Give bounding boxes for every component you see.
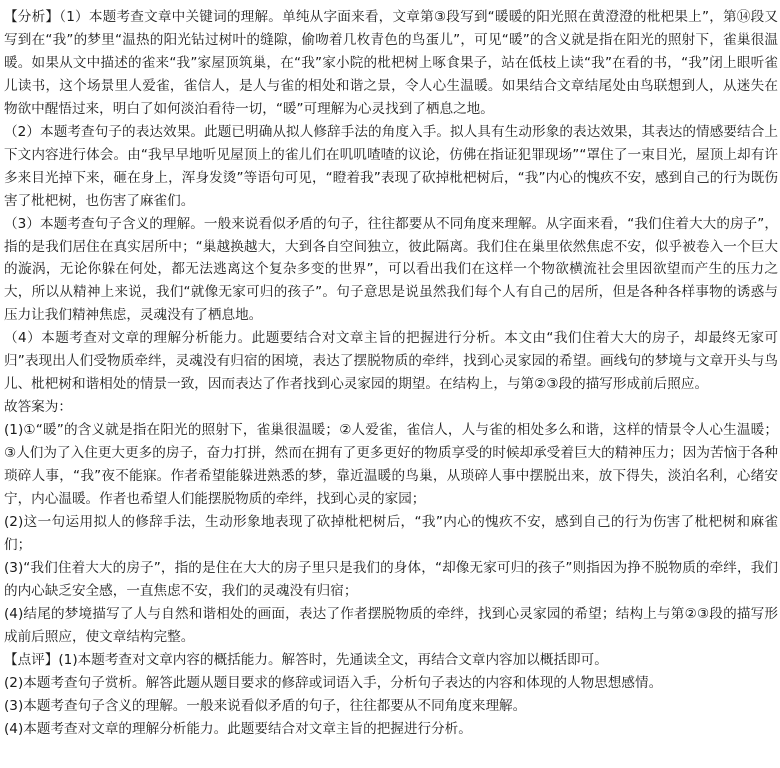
paragraph-text: 【点评】(1)本题考查对文章内容的概括能力。解答时，先通读全文，再结合文章内容加以概括即可。 <box>4 651 608 668</box>
answer-4 <box>4 603 778 649</box>
paragraph-text: (1)①“暖”的含义就是指在阳光的照射下，雀巢很温暖；②人爱雀，雀信人，人与雀的相处多么和谐，这样的情景令人心生温暖；③人们为了入住更大更多的房子，奋力打拼，然而在拥有了更多更好的物质享受的时候却承受着巨大的精神压力；因为苦恼于各种琐碎人事，“我”夜不能寐。作者希望能躲进熟悉的梦，靠近温暖的鸟巢，从琐碎人事中摆脱出来，放下得失，淡泊名利，心绪安宁，内心温暖。作者也希望人们能摆脱物质的牵绊，找到心灵的家园； <box>4 422 778 508</box>
analysis-paragraph-2 <box>4 121 778 213</box>
paragraph-text: 【分析】（1）本题考查文章中关键词的理解。单纯从字面来看，文章第③段写到“暖暖的阳光照在黄澄澄的枇杷果上”，第⑭段又写到在“我”的梦里“温热的阳光钻过树叶的缝隙，偷吻着几枚青色的鸟蛋儿”，可见“暖”的含义就是指在阳光的照射下，雀巢很温暖。如果从文中描述的雀来“我”家屋顶筑巢，在“我”家小院的枇杷树上啄食果子，站在低枝上读“我”在看的书，“我”闭上眼听雀儿读书，这个场景里人爱雀，雀信人，是人与雀的相处和谐之景，令人心生温暖。如果结合文章结尾处由鸟联想到人，从迷失在物欲中醒悟过来，明白了如何淡泊看待一切，“暖”可理解为心灵找到了栖息之地。 <box>4 9 778 117</box>
answer-2 <box>4 511 778 557</box>
comment-4 <box>4 718 778 741</box>
paragraph-text: (3)本题考查句子含义的理解。一般来说看似矛盾的句子，往往都要从不同角度来理解。 <box>4 697 527 714</box>
paragraph-text: (2)本题考查句子赏析。解答此题从题目要求的修辞或词语入手，分析句子表达的内容和体现的人物思想感情。 <box>4 674 663 691</box>
comment-1 <box>4 649 778 672</box>
analysis-paragraph-4 <box>4 327 778 396</box>
answer-3 <box>4 557 778 603</box>
comment-2 <box>4 672 778 695</box>
answer-heading <box>4 396 778 419</box>
paragraph-text: （2）本题考查句子的表达效果。此题已明确从拟人修辞手法的角度入手。拟人具有生动形象的表达效果，其表达的情感要结合上下文内容进行体会。由“我早早地听见屋顶上的雀儿们在叽叽喳喳的议论，仿佛在指证犯罪现场”“罩住了一束目光，屋顶上却有许多来目光掉下来，砸在身上，浑身发烫”等语句可见，“瞪着我”表现了砍掉枇杷树后，“我”内心的愧疚不安，感到自己的行为既伤害了枇杷树，也伤害了麻雀们。 <box>4 123 778 209</box>
analysis-paragraph-1 <box>4 6 778 121</box>
paragraph-text: (2)这一句运用拟人的修辞手法，生动形象地表现了砍掉枇杷树后，“我”内心的愧疚不安，感到自己的行为伤害了枇杷树和麻雀们； <box>4 513 778 553</box>
paragraph-text: （3）本题考查句子含义的理解。一般来说看似矛盾的句子，往往都要从不同角度来理解。从字面来看，“我们住着大大的房子”，指的是我们居住在真实居所中；“巢越换越大，大到各自空间独立，彼此隔离。我们住在巢里依然焦虑不安，似乎被卷入一个巨大的漩涡，无论你躲在何处，都无法逃离这个复杂多变的世界”，可以看出我们在这样一个物欲横流社会里因欲望而产生的压力之大，所以从精神上来说，我们“就像无家可归的孩子”。句子意思是说虽然我们每个人有自己的居所，但是各种各样事物的诱惑与压力让我们精神焦虑，灵魂没有了栖息地。 <box>4 215 778 324</box>
paragraph-text: (4)本题考查对文章的理解分析能力。此题要结合对文章主旨的把握进行分析。 <box>4 720 472 737</box>
analysis-paragraph-3 <box>4 213 778 328</box>
paragraph-text: (4)结尾的梦境描写了人与自然和谐相处的画面，表达了作者摆脱物质的牵绊，找到心灵家园的希望；结构上与第②③段的描写形成前后照应，使文章结构完整。 <box>4 605 778 645</box>
paragraph-text: 故答案为： <box>4 399 72 416</box>
answer-1 <box>4 419 778 511</box>
comment-3 <box>4 695 778 718</box>
paragraph-text: （4）本题考查对文章的理解分析能力。此题要结合对文章主旨的把握进行分析。本文由“我们住着大大的房子，却最终无家可归”表现出人们受物质牵绊，灵魂没有归宿的困境，表达了摆脱物质的牵绊，找到心灵家园的希望。画线句的梦境与文章开头与鸟儿、枇杷树和谐相处的情景一致，因而表达了作者找到心灵家园的期望。在结构上，与第②③段的描写形成前后照应。 <box>4 330 778 393</box>
paragraph-text: (3)“我们住着大大的房子”，指的是住在大大的房子里只是我们的身体，“却像无家可归的孩子”则指因为挣不脱物质的牵绊，我们的内心缺乏安全感，一直焦虑不安，我们的灵魂没有归宿； <box>4 559 778 599</box>
